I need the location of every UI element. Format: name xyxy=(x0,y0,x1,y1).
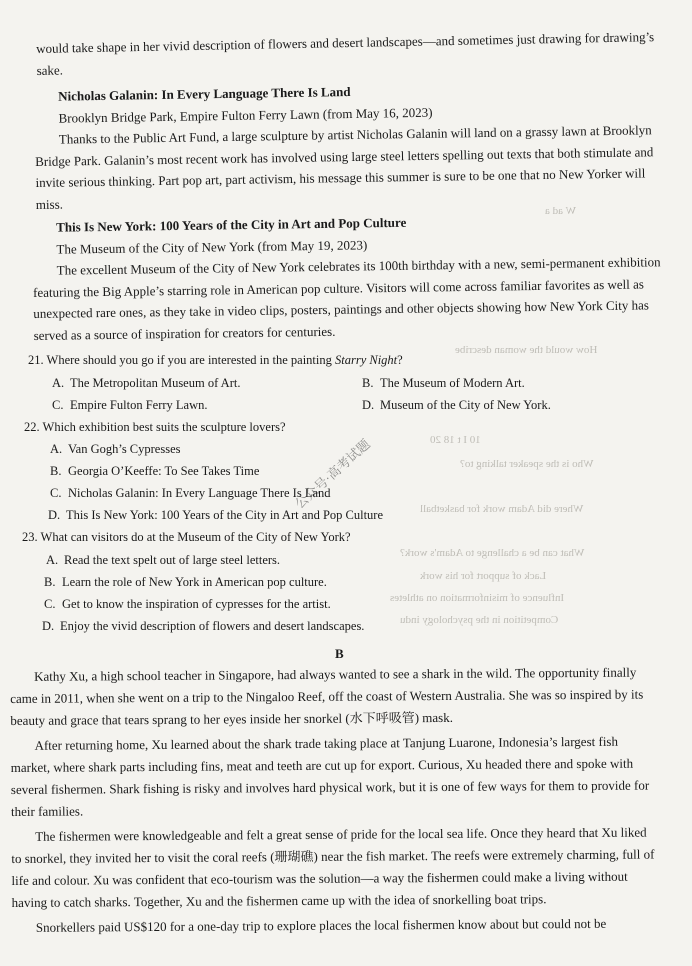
bleed-through-text: Lack of support for his work xyxy=(420,570,547,582)
bleed-through-text: 10 I t 18 20 xyxy=(430,434,481,446)
option-21c[interactable]: C. Empire Fulton Ferry Lawn. xyxy=(52,398,208,412)
bleed-through-text: How would the woman describe xyxy=(455,344,598,356)
option-21b[interactable]: B. The Museum of Modern Art. xyxy=(362,376,525,390)
section-b-label: B xyxy=(335,646,344,661)
intro-paragraph-end: would take shape in her vivid description of flowers and desert landscapes—and sometimes just drawing for drawing’s sake. xyxy=(36,29,655,78)
nyc-location: The Museum of the City of New York (from May 19, 2023) xyxy=(56,236,368,257)
passage-b-paragraph-2: After returning home, Xu learned about the shark trade taking place at Tanjung Luarone, Indonesia’s largest fish market, where shark parts including fins, meat and teeth are cut up for export. Curious, Xu headed there and spoke with several fishermen. Shark fishing is risky and involves hard physical work, but it is one of few ways for them to provide for their families. xyxy=(10,733,650,819)
bleed-through-text: Where did Adam work for basketball xyxy=(420,503,584,515)
bleed-through-text: Competition in the psychology indu xyxy=(400,614,559,626)
nyc-body: The excellent Museum of the City of New York celebrates its 100th birthday with a new, semi-permanent exhibition featuring the Big Apple’s starring role in American pop culture. Visitors will come across familiar favorites as well as unexpected rare ones, as they take in video clips, posters, paintings and other objects showing how New York City has served as a source of inspiration for creators for centuries. xyxy=(32,254,661,343)
bleed-through-text: Who is the speaker talking to? xyxy=(460,458,594,470)
nyc-title: This Is New York: 100 Years of the City in Art and Pop Culture xyxy=(56,214,407,235)
option-21d[interactable]: D. Museum of the City of New York. xyxy=(362,398,551,412)
galanin-section xyxy=(34,76,676,215)
option-21a[interactable]: A. The Metropolitan Museum of Art. xyxy=(52,376,241,390)
bleed-through-text: Influence of misinformation on athletes xyxy=(390,592,565,604)
option-22b[interactable]: B. Georgia O’Keeffe: To See Takes Time xyxy=(50,464,260,478)
section-b-passage xyxy=(10,661,660,939)
watermark: 公众号·高考试题 xyxy=(292,436,373,512)
option-23c[interactable]: C. Get to know the inspiration of cypresses for the artist. xyxy=(44,597,331,611)
bleed-through-text: W ad a xyxy=(545,205,576,217)
option-23a[interactable]: A. Read the text spelt out of large steel letters. xyxy=(46,553,281,567)
galanin-body: Thanks to the Public Art Fund, a large sculpture by artist Nicholas Galanin will land on a grassy lawn at Brooklyn Bridge Park. Galanin’s most recent work has involved using large steel letters spelling out texts that both stimulate and invite serious thinking. Part pop art, part activism, his message this summer is sure to be one that no New Yorker will miss. xyxy=(35,122,654,212)
galanin-title: Nicholas Galanin: In Every Language There Is Land xyxy=(58,84,351,104)
question-23-stem: 23. What can visitors do at the Museum of the City of New York? xyxy=(22,530,351,544)
nyc-section xyxy=(32,208,674,346)
option-23b[interactable]: B. Learn the role of New York in American pop culture. xyxy=(44,575,327,589)
question-22-stem: 22. Which exhibition best suits the sculpture lovers? xyxy=(24,420,286,434)
option-22a[interactable]: A. Van Gogh’s Cypresses xyxy=(50,442,181,456)
option-22c[interactable]: C. Nicholas Galanin: In Every Language There Is Land xyxy=(50,486,331,500)
passage-b-paragraph-1: Kathy Xu, a high school teacher in Singapore, had always wanted to see a shark in the wild. The opportunity finally came in 2011, when she went on a trip to the Ningaloo Reef, off the coast of Western Australia. She was so inspired by its beauty and grace that tears sprang to her eyes inside her snorkel (水下呼吸管) mask. xyxy=(10,664,644,728)
option-22d[interactable]: D. This Is New York: 100 Years of the City in Art and Pop Culture xyxy=(48,508,384,522)
option-23d[interactable]: D. Enjoy the vivid description of flowers and desert landscapes. xyxy=(42,619,365,633)
galanin-location: Brooklyn Bridge Park, Empire Fulton Ferry Lawn (from May 16, 2023) xyxy=(58,104,433,126)
passage-b-paragraph-4: Snorkellers paid US$120 for a one-day trip to explore places the local fishermen know about but could not be xyxy=(35,915,607,935)
bleed-through-text: What can be a challenge to Adam's work? xyxy=(400,547,585,559)
passage-b-paragraph-3: The fishermen were knowledgeable and felt a great sense of pride for the local sea life. Once they heard that Xu liked to snorkel, they invited her to visit the coral reefs (珊瑚礁) near the fish market. The reefs were extremely charming, full of life and colour. Xu was confident that eco-tourism was the solution—a way the fishermen could make a living without having to catch sharks. Together, Xu and the fishermen came up with the idea of snorkelling boat trips. xyxy=(11,824,655,910)
question-21-stem: 21. Where should you go if you are interested in the painting Starry Night? xyxy=(28,353,403,367)
